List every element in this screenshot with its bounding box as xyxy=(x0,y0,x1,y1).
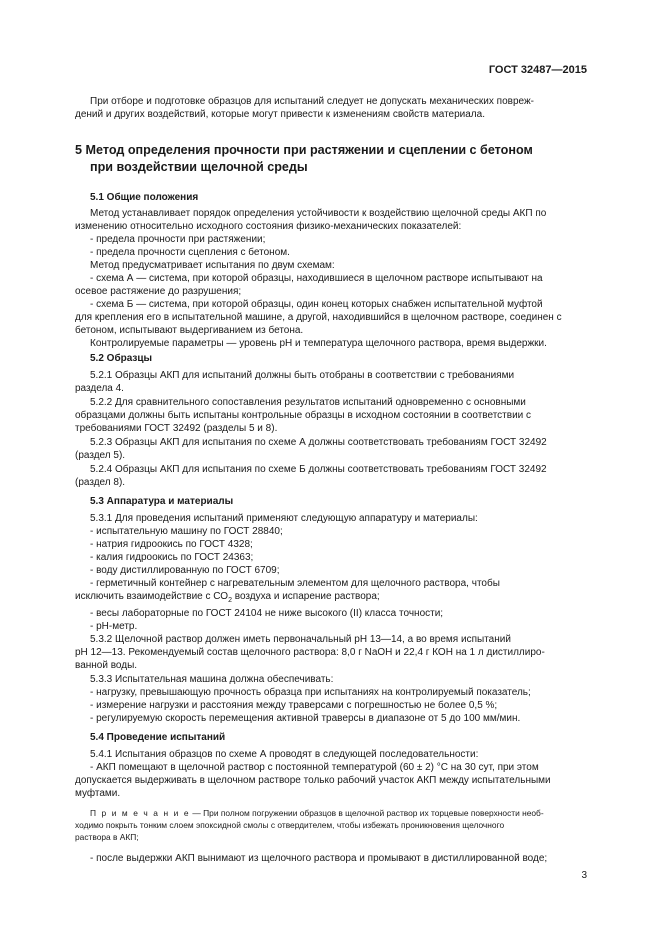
note-line xyxy=(75,807,587,819)
paragraph-line: бетоном, испытывают выдергиванием из бетона. xyxy=(75,325,304,336)
section-title-line: 5 Метод определения прочности при растяжении и сцеплении с бетоном xyxy=(75,143,533,157)
subsection-heading: 5.1 Общие положения xyxy=(90,192,199,203)
co2-text-after: воздуха и испарение раствора; xyxy=(231,591,380,602)
note-block xyxy=(75,807,587,843)
list-item: - предела прочности сцепления с бетоном. xyxy=(90,247,290,258)
co2-text-before: исключить взаимодействие с СО xyxy=(75,591,229,602)
intro-line: дений и других воздействий, которые могут привести к изменениям свойств материала. xyxy=(75,109,485,120)
paragraph-line: 5.2.1 Образцы АКП для испытаний должны быть отобраны в соответствии с требованиями xyxy=(90,370,515,381)
list-item: - после выдержки АКП вынимают из щелочного раствора и промывают в дистиллированной воде; xyxy=(90,853,548,864)
list-item: - воду дистиллированную по ГОСТ 6709; xyxy=(90,565,280,576)
page-number: 3 xyxy=(581,870,587,881)
paragraph-line: (раздел 5). xyxy=(75,450,126,461)
paragraph-line: образцами должны быть испытаны контрольные образцы в исходном состоянии в соответствии с xyxy=(75,410,532,421)
intro-line: При отборе и подготовке образцов для испытаний следует не допускать механических повреж- xyxy=(90,96,534,107)
list-item: - регулируемую скорость перемещения активной траверсы в диапазоне от 5 до 100 мм/мин. xyxy=(90,713,521,724)
note-label: П р и м е ч а н и е xyxy=(90,808,191,818)
list-item: - натрия гидроокись по ГОСТ 4328; xyxy=(90,539,253,550)
paragraph-line: 5.2.3 Образцы АКП для испытания по схеме А должны соответствовать требованиям ГОСТ 32492 xyxy=(90,437,547,448)
paragraph-line: 5.3.1 Для проведения испытаний применяют следующую аппаратуру и материалы: xyxy=(90,513,478,524)
paragraph-line: осевое растяжение до разрушения; xyxy=(75,286,242,297)
list-item: - предела прочности при растяжении; xyxy=(90,234,266,245)
list-item: - герметичный контейнер с нагревательным элементом для щелочного раствора, чтобы xyxy=(90,578,500,589)
paragraph-line: ванной воды. xyxy=(75,660,138,671)
paragraph-line: для крепления его в испытательной машине, а другой, находившийся в щелочном растворе, соединен с xyxy=(75,312,562,323)
list-item: - весы лабораторные по ГОСТ 24104 не ниже высокого (II) класса точности; xyxy=(90,608,444,619)
subsection-heading: 5.3 Аппаратура и материалы xyxy=(90,496,234,507)
paragraph-line: 5.3.2 Щелочной раствор должен иметь первоначальный рН 13—14, а во время испытаний xyxy=(90,634,511,645)
paragraph-line: изменению относительно исходного состояния физико-механических показателей: xyxy=(75,221,462,232)
list-item: - калия гидроокись по ГОСТ 24363; xyxy=(90,552,254,563)
paragraph-line: 5.3.3 Испытательная машина должна обеспечивать: xyxy=(90,674,334,685)
subsection-heading: 5.2 Образцы xyxy=(90,353,153,364)
list-item: - схема А — система, при которой образцы, находившиеся в щелочном растворе испытывают на xyxy=(90,273,543,284)
co2-subscript: 2 xyxy=(228,597,232,604)
paragraph-line: Метод устанавливает порядок определения устойчивости к воздействию щелочной среды АКП по xyxy=(90,208,547,219)
list-item: - АКП помещают в щелочной раствор с постоянной температурой (60 ± 2) °С на 30 сут, при этом xyxy=(90,762,539,773)
list-item: - измерение нагрузки и расстояния между траверсами с погрешностью не более 0,5 %; xyxy=(90,700,498,711)
page-body xyxy=(75,95,587,865)
paragraph-line: 5.4.1 Испытания образцов по схеме А проводят в следующей последовательности: xyxy=(90,749,479,760)
section-title-line: при воздействии щелочной среды xyxy=(90,160,308,174)
section-5-title xyxy=(75,142,587,176)
paragraph-line: Метод предусматривает испытания по двум схемам: xyxy=(90,260,335,271)
paragraph-line: раздела 4. xyxy=(75,383,124,394)
paragraph-line xyxy=(75,590,587,607)
paragraph-line: 5.2.4 Образцы АКП для испытания по схеме Б должны соответствовать требованиям ГОСТ 32492 xyxy=(90,464,547,475)
list-item: - рН-метр. xyxy=(90,621,138,632)
note-text: — При полном погружении образцов в щелочной раствор их торцевые поверхности необ- xyxy=(190,808,544,818)
paragraph-line: муфтами. xyxy=(75,788,121,799)
note-line: раствора в АКП; xyxy=(75,832,139,842)
paragraph-line: Контролируемые параметры — уровень рН и температура щелочного раствора, время выдержки. xyxy=(90,338,547,349)
paragraph-line: 5.2.2 Для сравнительного сопоставления результатов испытаний одновременно с основными xyxy=(90,397,526,408)
paragraph-line: требованиями ГОСТ 32492 (разделы 5 и 8). xyxy=(75,423,278,434)
paragraph-line: (раздел 8). xyxy=(75,477,126,488)
list-item: - схема Б — система, при которой образцы, один конец которых снабжен испытательной муфтой xyxy=(90,299,543,310)
paragraph-line: рН 12—13. Рекомендуемый состав щелочного раствора: 8,0 г NaOH и 22,4 г КОН на 1 л дистиллиро- xyxy=(75,647,545,658)
note-line: ходимо покрыть тонким слоем эпоксидной смолы с отвердителем, чтобы избежать проникновения щелочного xyxy=(75,820,505,830)
list-item: - нагрузку, превышающую прочность образца при испытаниях на контролируемый показатель; xyxy=(90,687,531,698)
document-code: ГОСТ 32487—2015 xyxy=(488,64,587,76)
subsection-heading: 5.4 Проведение испытаний xyxy=(90,732,226,743)
paragraph-line: допускается выдерживать в щелочном растворе только рабочий участок АКП между испытательными xyxy=(75,775,551,786)
list-item: - испытательную машину по ГОСТ 28840; xyxy=(90,526,283,537)
